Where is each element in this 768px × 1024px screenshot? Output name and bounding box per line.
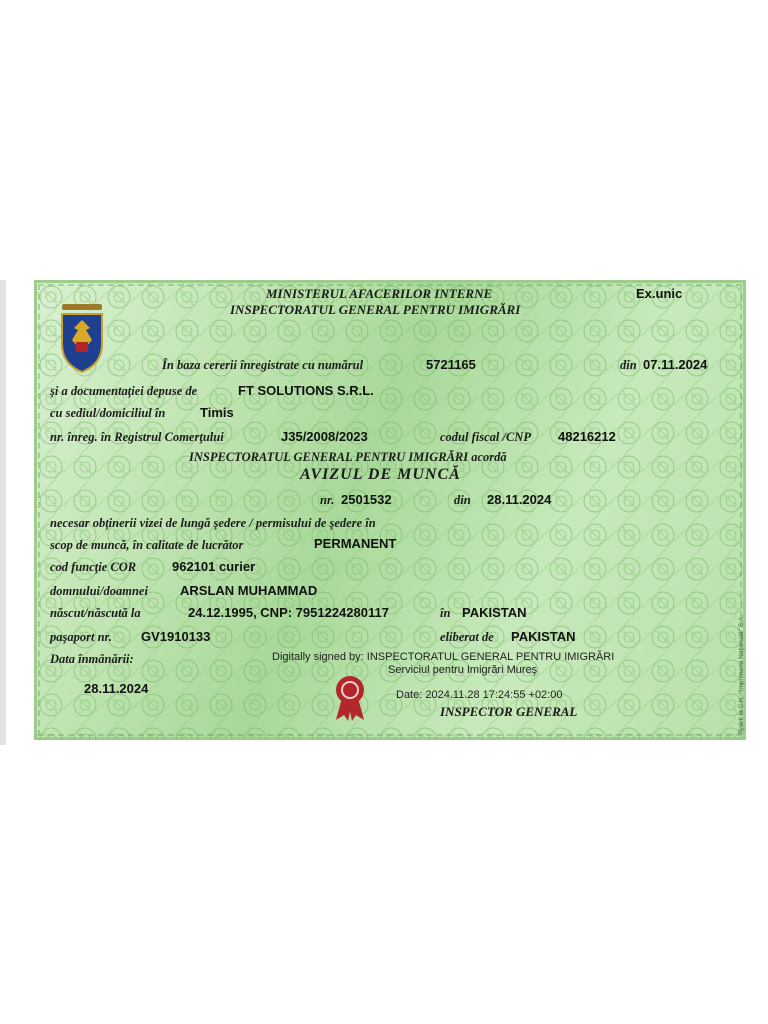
permit-number: 2501532 [341,492,392,507]
fiscal-label: codul fiscal /CNP [440,430,531,444]
issued-label: eliberat de [440,630,494,644]
fiscal-value: 48216212 [558,429,616,444]
registry-label: nr. înreg. în Registrul Comerţului [50,430,224,444]
delivery-date: 28.11.2024 [84,681,149,696]
request-label: În baza cererii înregistrate cu numărul [162,358,364,372]
registry-value: J35/2008/2023 [281,429,368,444]
seat-value: Timis [200,405,234,420]
purpose-line-1: necesar obţinerii vizei de lungă şedere / permisului de şedere în [50,516,376,530]
request-date-label: din [620,358,637,372]
inspectorate-title: INSPECTORATUL GENERAL PENTRU IMIGRĂRI [230,302,521,317]
cor-value: 962101 curier [172,559,256,574]
cor-label: cod funcţie COR [50,560,137,574]
passport-value: GV1910133 [141,629,211,644]
permit-nr-label: nr. [320,493,335,507]
permit-date-label: din [454,493,471,507]
romania-coat-of-arms-icon [56,304,108,374]
seat-label: cu sediul/domiciliul în [50,406,166,420]
company-name: FT SOLUTIONS S.R.L. [238,383,374,398]
born-label: născut/născută la [50,606,141,620]
ministry-title: MINISTERUL AFACERILOR INTERNE [266,286,493,301]
worker-type: PERMANENT [314,536,397,551]
issued-value: PAKISTAN [511,629,576,644]
birthplace-label: în [440,606,451,620]
printer-note: Tipărit la C.N. "Imprimeria Naţională" S.A. [738,615,745,735]
name-label: domnului/doamnei [50,584,148,598]
page-left-edge [0,280,6,745]
birthplace-value: PAKISTAN [462,605,527,620]
request-date: 07.11.2024 [643,357,708,372]
work-permit-document [34,280,746,740]
born-value: 24.12.1995, CNP: 7951224280117 [188,605,389,620]
company-label: şi a documentaţiei depuse de [50,384,198,398]
copy-marker: Ex.unic [636,286,683,301]
request-number: 5721165 [426,357,476,372]
award-ribbon-icon [332,674,368,722]
purpose-line-2: scop de muncă, în calitate de lucrător [50,538,244,552]
document-title: AVIZUL DE MUNCĂ [300,466,461,483]
signature-date: Date: 2024.11.28 17:24:55 +02:00 [396,689,563,701]
signature-line-1: Digitally signed by: INSPECTORATUL GENERAL PENTRU IMIGRĂRI [272,651,615,663]
signature-line-2: Serviciul pentru Imigrări Mureş [388,664,538,676]
grant-text: INSPECTORATUL GENERAL PENTRU IMIGRĂRI acordă [189,450,507,464]
delivery-label: Data înmânării: [50,652,134,666]
signatory-role: INSPECTOR GENERAL [440,704,578,719]
permit-date: 28.11.2024 [487,492,552,507]
passport-label: paşaport nr. [50,630,112,644]
person-name: ARSLAN MUHAMMAD [180,583,318,598]
